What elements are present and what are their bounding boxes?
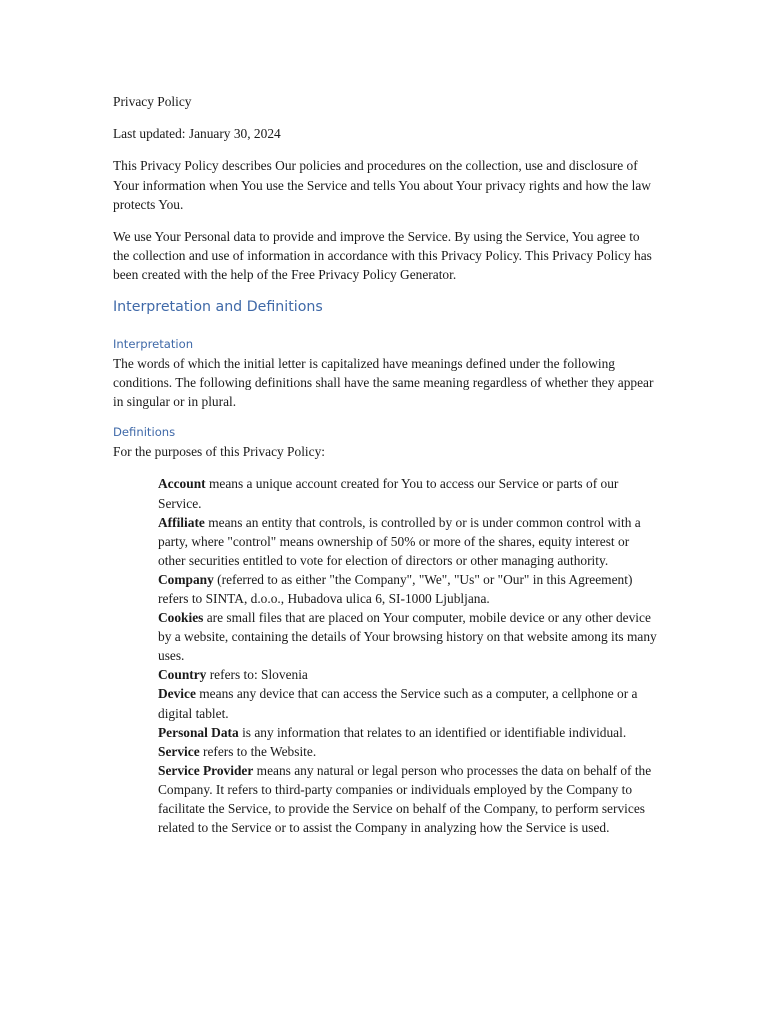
intro-paragraph: We use Your Personal data to provide and improve the Service. By using the Service, You agree to the collection and use of information in accordance with this Privacy Policy. This Privacy Policy has been created with the help of the Free Privacy Policy Generator. (113, 229, 652, 283)
definition-term: Service (158, 743, 200, 759)
definition-text: means an entity that controls, is controlled by or is under common control with a party, where "control" means ownership of 50% or more of the shares, equity interest or other securities entitled to vote for election of directors or other managing authority. (158, 514, 641, 568)
document-title: Privacy Policy (113, 94, 192, 109)
definition-term: Account (158, 476, 206, 492)
definition-term: Personal Data (158, 724, 239, 740)
definition-term: Company (158, 571, 214, 587)
definition-item-service-provider (158, 761, 658, 837)
definition-text: refers to: Slovenia (206, 667, 308, 683)
definition-item-affiliate (158, 513, 658, 570)
definition-item-company (158, 570, 658, 608)
subheading-interpretation: Interpretation (113, 336, 194, 351)
definitions-list (158, 474, 658, 837)
section-heading-interpretation-and-definitions: Interpretation and Definitions (113, 298, 323, 315)
definition-term: Service Provider (158, 762, 254, 778)
definition-item-cookies (158, 608, 658, 665)
definition-item-device (158, 684, 658, 722)
document-page (113, 92, 658, 837)
definition-item-country (158, 665, 658, 684)
definitions-intro: For the purposes of this Privacy Policy: (113, 444, 326, 460)
definition-term: Device (158, 686, 196, 702)
definition-text: means a unique account created for You to access our Service or parts of our Service. (158, 476, 619, 511)
intro-paragraph: This Privacy Policy describes Our policies and procedures on the collection, use and disclosure of Your information when You use the Service and tells You about Your privacy rights and how the law protects You. (113, 158, 651, 212)
last-updated: Last updated: January 30, 2024 (113, 126, 281, 142)
subheading-definitions: Definitions (113, 425, 176, 440)
definition-term: Country (158, 667, 207, 683)
interpretation-text: The words of which the initial letter is capitalized have meanings defined under the following conditions. The following definitions shall have the same meaning regardless of whether they appear in singular or in plural. (113, 355, 654, 410)
definition-text: are small files that are placed on Your computer, mobile device or any other device by a website, containing the details of Your browsing history on that website among its many uses. (158, 610, 657, 664)
definition-text: (referred to as either "the Company", "We", "Us" or "Our" in this Agreement) refers to SINTA, d.o.o., Hubadova ulica 6, SI-1000 Ljubljana. (158, 571, 633, 606)
definition-item-service (158, 742, 658, 761)
definition-item-account (158, 474, 658, 512)
definition-text: means any natural or legal person who processes the data on behalf of the Company. It refers to third-party companies or individuals employed by the Company to facilitate the Service, to provide the Service on behalf of the Company, to perform services related to the Service or to assist the Company in analyzing how the Service is used. (158, 762, 652, 836)
definition-term: Affiliate (158, 514, 205, 530)
definition-text: refers to the Website. (199, 743, 317, 759)
definition-text: means any device that can access the Service such as a computer, a cellphone or a digital tablet. (158, 686, 638, 721)
definition-term: Cookies (158, 610, 204, 626)
definition-item-personal-data (158, 723, 658, 742)
definition-text: is any information that relates to an identified or identifiable individual. (238, 724, 627, 740)
